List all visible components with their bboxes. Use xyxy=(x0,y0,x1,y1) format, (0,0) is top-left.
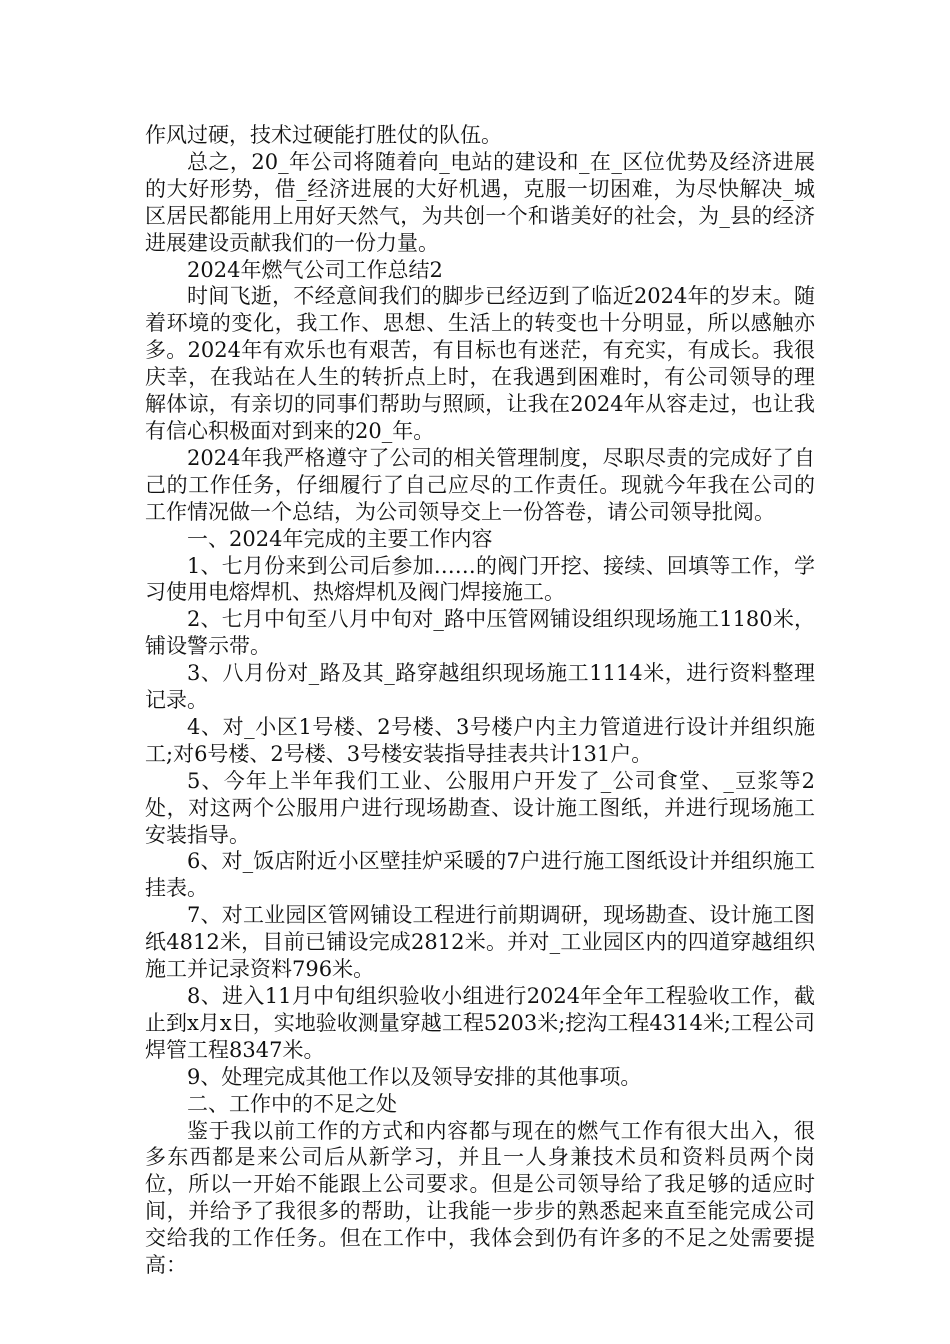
work-item-5: 5、今年上半年我们工业、公服用户开发了_公司食堂、_豆浆等2处，对这两个公服用户进行现场勘查、设计施工图纸，并进行现场施工安装指导。 xyxy=(145,768,815,847)
work-item-1: 1、七月份来到公司后参加……的阀门开挖、接续、回填等工作，学习使用电熔焊机、热熔焊机及阀门焊接施工。 xyxy=(145,553,815,605)
document-body xyxy=(145,122,815,1279)
work-item-6: 6、对_饭店附近小区壁挂炉采暖的7户进行施工图纸设计并组织施工挂表。 xyxy=(145,849,815,901)
paragraph-shortcomings: 鉴于我以前工作的方式和内容都与现在的燃气工作有很大出入，很多东西都是来公司后从新学习，并且一人身兼技术员和资料员两个岗位，所以一开始不能跟上公司要求。但是公司领导给了我足够的适应时间，并给予了我很多的帮助，让我能一步步的熟悉起来直至能完成公司交给我的工作任务。但在工作中，我体会到仍有许多的不足之处需要提高： xyxy=(145,1118,815,1278)
work-item-4: 4、对_小区1号楼、2号楼、3号楼户内主力管道进行设计并组织施工;对6号楼、2号楼、3号楼安装指导挂表共计131户。 xyxy=(145,714,815,766)
paragraph-overview: 2024年我严格遵守了公司的相关管理制度，尽职尽责的完成好了自己的工作任务，仔细履行了自己应尽的工作责任。现就今年我在公司的工作情况做一个总结，为公司领导交上一份答卷，请公司领导批阅。 xyxy=(145,445,815,524)
heading-main-work: 一、2024年完成的主要工作内容 xyxy=(187,526,493,551)
paragraph-conclusion: 总之，20_年公司将随着向_电站的建设和_在_区位优势及经济进展的大好形势，借_经济进展的大好机遇，克服一切困难，为尽快解决_城区居民都能用上用好天然气，为共创一个和谐美好的社会，为_县的经济进展建设贡献我们的一份力量。 xyxy=(145,149,815,255)
paragraph-continuation: 作风过硬，技术过硬能打胜仗的队伍。 xyxy=(145,123,502,147)
section-title: 2024年燃气公司工作总结2 xyxy=(187,257,443,282)
heading-shortcomings: 二、工作中的不足之处 xyxy=(187,1091,397,1116)
work-item-3: 3、八月份对_路及其_路穿越组织现场施工1114米，进行资料整理记录。 xyxy=(145,661,815,713)
paragraph-intro: 时间飞逝，不经意间我们的脚步已经迈到了临近2024年的岁末。随着环境的变化，我工作、思想、生活上的转变也十分明显，所以感触亦多。2024年有欢乐也有艰苦，有目标也有迷茫，有充实，有成长。我很庆幸，在我站在人生的转折点上时，在我遇到困难时，有公司领导的理解体谅，有亲切的同事们帮助与照顾，让我在2024年从容走过，也让我有信心积极面对到来的20_年。 xyxy=(145,284,815,443)
work-item-7: 7、对工业园区管网铺设工程进行前期调研，现场勘查、设计施工图纸4812米，目前已铺设完成2812米。并对_工业园区内的四道穿越组织施工并记录资料796米。 xyxy=(145,903,815,982)
work-item-2: 2、七月中旬至八月中旬对_路中压管网铺设组织现场施工1180米，铺设警示带。 xyxy=(145,607,815,659)
work-item-9: 9、处理完成其他工作以及领导安排的其他事项。 xyxy=(187,1064,642,1089)
work-item-8: 8、进入11月中旬组织验收小组进行2024年全年工程验收工作，截止到x月x日，实地验收测量穿越工程5203米;挖沟工程4314米;工程公司焊管工程8347米。 xyxy=(145,984,815,1062)
